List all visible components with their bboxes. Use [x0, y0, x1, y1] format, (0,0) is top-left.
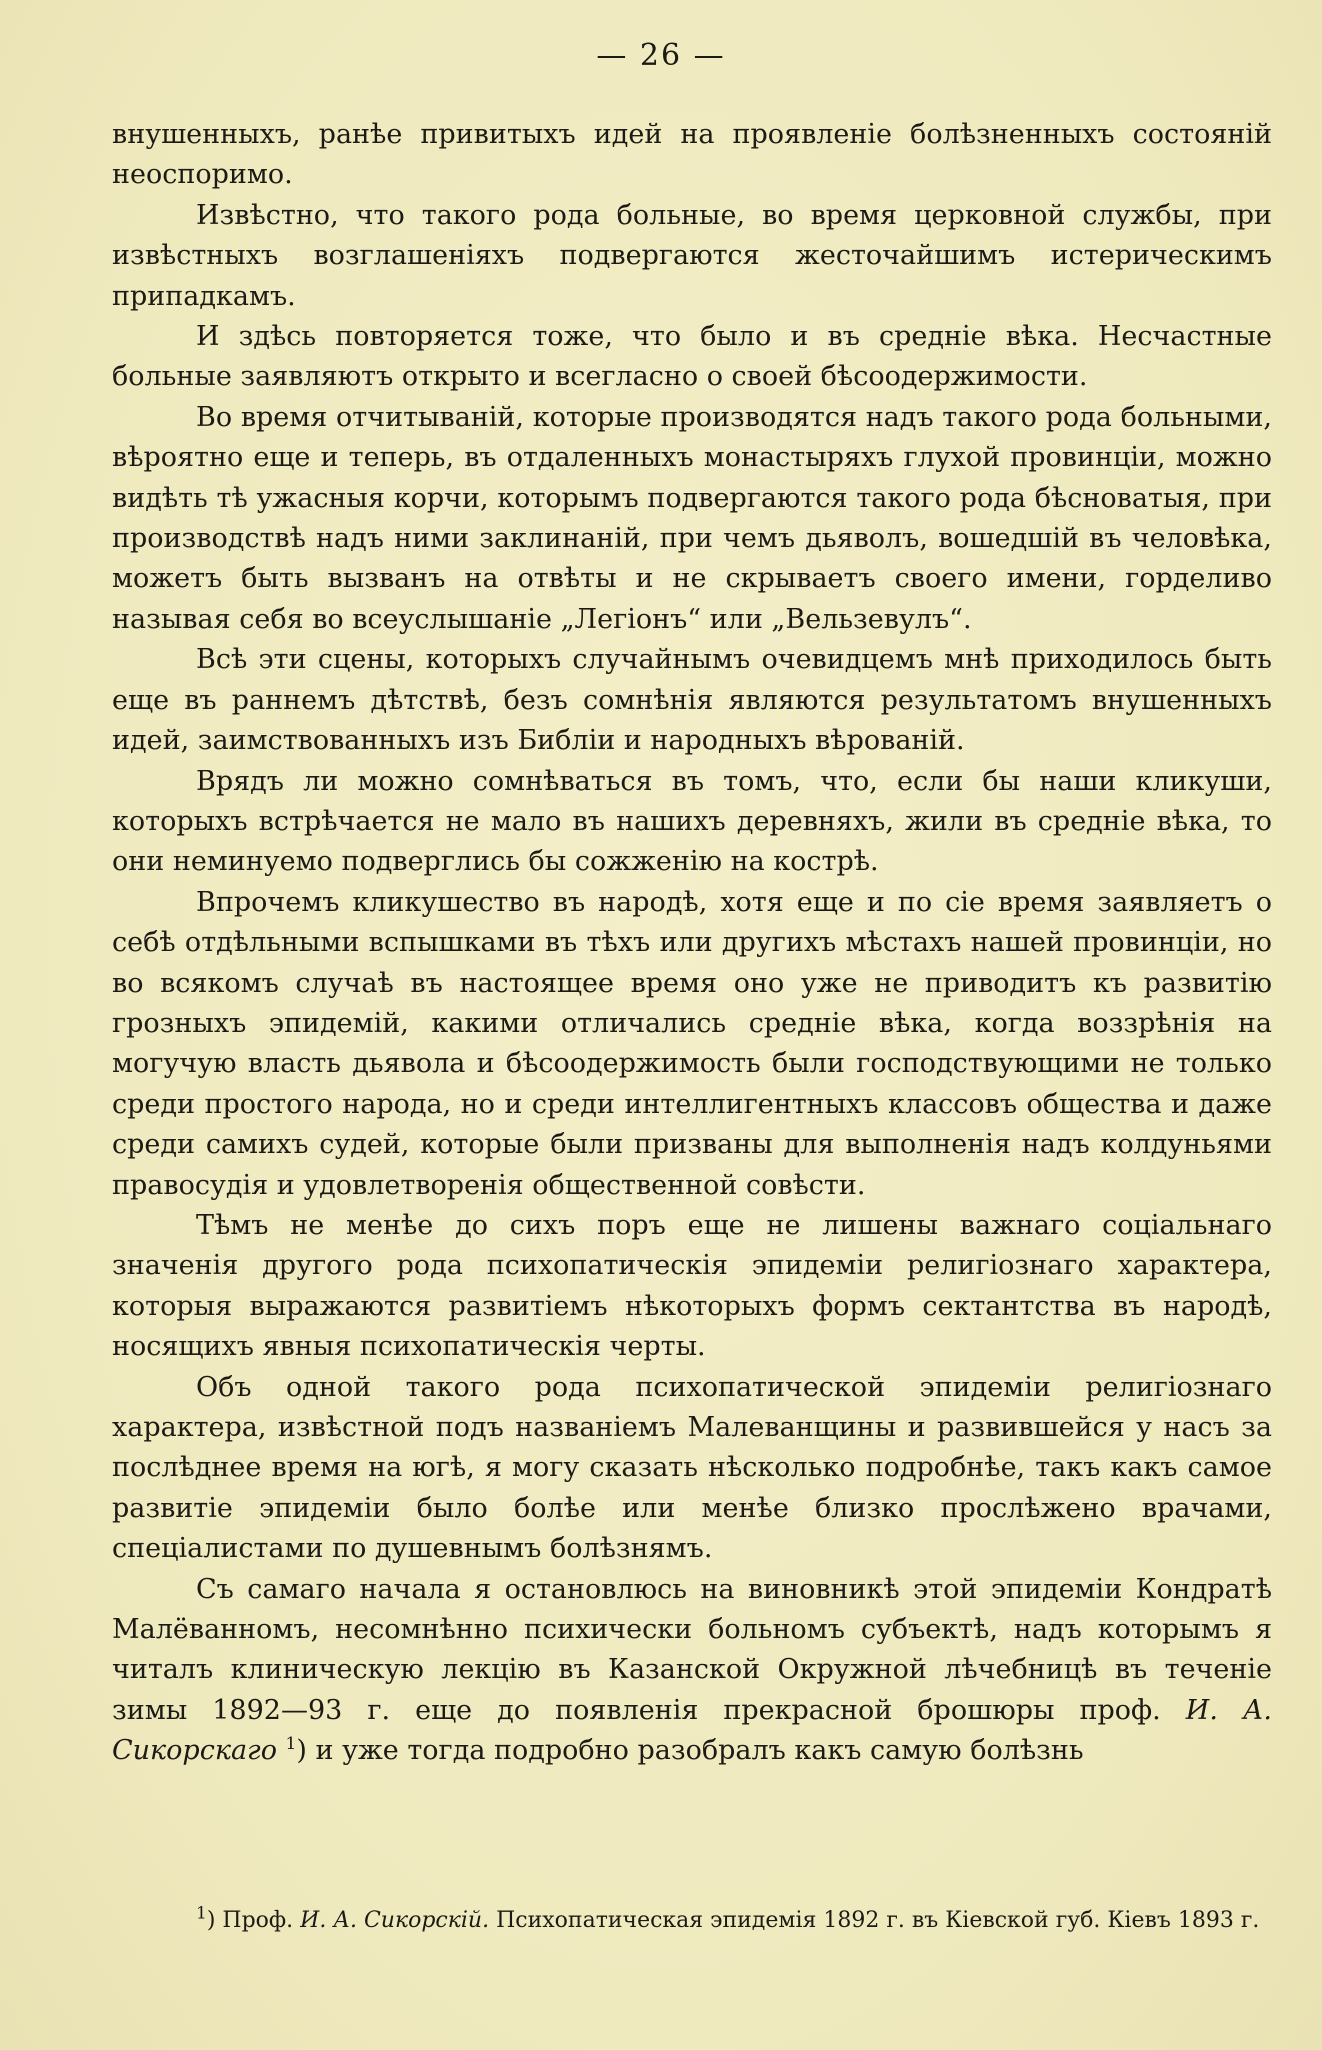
paragraph: Врядъ ли можно сомнѣваться въ томъ, что, если бы наши кликуши, которыхъ встрѣчается не мало въ нашихъ деревняхъ, жили въ средніе вѣка, то они неминуемо подверглись бы сожженію на кострѣ.	[112, 765, 1272, 878]
paragraph: Всѣ эти сцены, которыхъ случайнымъ очевидцемъ мнѣ приходилось быть еще въ раннемъ дѣтствѣ, безъ сомнѣнія являются результатомъ внушенныхъ идей, заимствованныхъ изъ Библіи и народныхъ вѣрованій.	[112, 644, 1272, 757]
paragraph-text: Съ самаго начала я остановлюсь на виновникѣ этой эпидеміи Кондратѣ Малёванномъ, несомнѣнно психически больномъ субъектѣ, надъ которымъ я читалъ клиническую лекцію въ Казанской Окружной лѣчебницѣ въ теченіе зимы 1892—93 г. еще до появленія прекрасной брошюры проф.	[112, 1573, 1272, 1726]
footnote-text: Психопатическая эпидемія 1892 г. въ Кіевской губ. Кіевъ 1893 г.	[496, 1908, 1260, 1933]
footnote-reference: 1	[285, 1734, 297, 1755]
footnote-mark: 1	[196, 1903, 207, 1924]
paragraph-last	[112, 1570, 1272, 1772]
body-text	[112, 115, 1272, 1772]
paragraph: Объ одной такого рода психопатической эпидеміи религіознаго характера, извѣстной подъ названіемъ Малеванщины и развившейся у насъ за послѣднее время на югѣ, я могу сказать нѣсколько подробнѣе, такъ какъ самое развитіе эпидеміи было болѣе или менѣе близко прослѣжено врачами, спеціалистами по душевнымъ болѣзнямъ.	[112, 1371, 1272, 1565]
paragraph: Тѣмъ не менѣе до сихъ поръ еще не лишены важнаго соціальнаго значенія другого рода психопатическія эпидеміи религіознаго характера, которыя выражаются развитіемъ нѣкоторыхъ формъ сектантства въ народѣ, носящихъ явныя психопатическія черты.	[112, 1209, 1272, 1363]
paragraph: Извѣстно, что такого рода больные, во время церковной службы, при извѣстныхъ возглашеніяхъ подвергаются жесточайшимъ истерическимъ припадкамъ.	[112, 199, 1272, 312]
paragraph: И здѣсь повторяется тоже, что было и въ средніе вѣка. Несчастные больные заявляютъ открыто и всегласно о своей бѣсоодержимости.	[112, 321, 1272, 393]
paragraph: Впрочемъ кликушество въ народѣ, хотя еще и по сіе время заявляетъ о себѣ отдѣльными вспышками въ тѣхъ или другихъ мѣстахъ нашей провинціи, но во всякомъ случаѣ въ настоящее время оно уже не приводитъ къ развитію грозныхъ эпидемій, какими отличались средніе вѣка, когда воззрѣнія на могучую власть дьявола и бѣсоодержимость были господствующими не только среди простого народа, но и среди интеллигентныхъ классовъ общества и даже среди самихъ судей, которые были призваны для выполненія надъ колдуньями правосудія и удовлетворенія общественной совѣсти.	[112, 886, 1272, 1201]
page-number: — 26 —	[596, 38, 726, 73]
cited-author: И. А. Сикорскаго	[112, 1694, 1272, 1767]
paragraph: Во время отчитываній, которые производятся надъ такого рода больными, вѣроятно еще и теперь, въ отдаленныхъ монастыряхъ глухой провинціи, можно видѣть тѣ ужасныя корчи, которымъ подвергаются такого рода бѣсноватыя, при производствѣ надъ ними заклинаній, при чемъ дьяволъ, вошедшій въ человѣка, можетъ быть вызванъ на отвѣты и не скрываетъ своего имени, горделиво называя себя во всеуслышаніе „Легіонъ“ или „Вельзевулъ“.	[112, 401, 1272, 635]
footnote-prefix: ) Проф.	[206, 1908, 294, 1933]
paragraph: внушенныхъ, ранѣе привитыхъ идей на проявленіе болѣзненныхъ состояній неоспоримо.	[112, 119, 1272, 191]
footnotes	[112, 1905, 1272, 1937]
footnote	[112, 1905, 1272, 1937]
paragraph-text-continued: ) и уже тогда подробно разобралъ какъ самую болѣзнь	[296, 1735, 1084, 1767]
footnote-author: И. А. Сикорскій.	[300, 1908, 490, 1933]
